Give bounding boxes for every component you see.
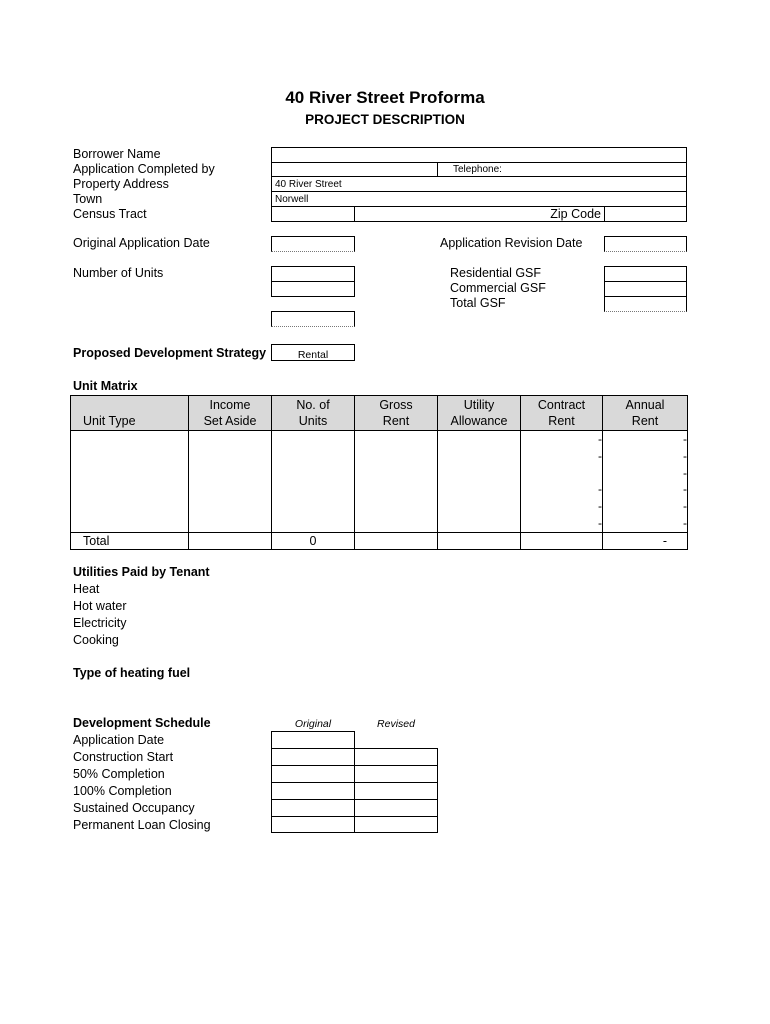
property-address-label: Property Address (73, 177, 169, 191)
utility-allowance-cells[interactable] (438, 431, 521, 533)
annual-rent-value: - (683, 515, 687, 530)
page-title: 40 River Street Proforma (285, 88, 485, 107)
schedule-item: Construction Start (73, 750, 174, 764)
borrower-name-label: Borrower Name (73, 147, 161, 161)
total-income-set-aside (189, 532, 272, 549)
no-of-units-cells[interactable] (272, 431, 355, 533)
schedule-revised-field[interactable] (354, 799, 438, 817)
col-gross-rent: Gross Rent (355, 396, 438, 431)
schedule-revised-field[interactable] (354, 816, 438, 833)
utility-item: Heat (73, 582, 100, 596)
census-tract-field[interactable] (271, 206, 355, 222)
zip-code-label-cell (354, 206, 605, 222)
schedule-original-field[interactable] (271, 748, 355, 766)
contract-rent-value (521, 465, 602, 482)
application-completed-by-label: Application Completed by (73, 162, 215, 176)
total-contract-rent (521, 532, 603, 549)
col-no-of-units: No. of Units (272, 396, 355, 431)
col-annual-rent: Annual Rent (603, 396, 688, 431)
original-application-date-label: Original Application Date (73, 236, 210, 250)
residential-gsf-field[interactable] (604, 266, 687, 282)
contract-rent-value: - (598, 432, 602, 446)
proposed-strategy-value: Rental (297, 349, 329, 361)
schedule-revised-field[interactable] (354, 765, 438, 783)
census-tract-label: Census Tract (73, 207, 147, 221)
original-application-date-field[interactable] (271, 236, 355, 252)
page-subtitle: PROJECT DESCRIPTION (305, 112, 465, 127)
borrower-name-field[interactable] (271, 147, 687, 163)
schedule-item: Sustained Occupancy (73, 801, 195, 815)
telephone-label: Telephone: (453, 164, 502, 175)
utilities-heading: Utilities Paid by Tenant (73, 565, 210, 579)
schedule-item: Application Date (73, 733, 165, 747)
residential-gsf-label: Residential GSF (450, 266, 542, 280)
utility-item: Electricity (73, 616, 127, 630)
schedule-item: Permanent Loan Closing (73, 818, 211, 832)
property-address-field[interactable] (271, 176, 687, 192)
contract-rent-cells (521, 431, 603, 533)
total-annual-rent: - (603, 532, 688, 549)
zip-code-label: Zip Code (550, 207, 601, 221)
annual-rent-cells (603, 431, 688, 533)
schedule-original-field[interactable] (271, 816, 355, 833)
number-of-units-label: Number of Units (73, 266, 164, 280)
utility-item: Cooking (73, 633, 119, 647)
annual-rent-value: - (683, 499, 687, 514)
total-gsf-label: Total GSF (450, 296, 506, 310)
schedule-original-header: Original (294, 718, 332, 730)
property-address-value: 40 River Street (275, 179, 342, 190)
application-completed-by-field[interactable] (271, 162, 438, 177)
proposed-strategy-field[interactable] (271, 344, 355, 361)
schedule-original-field[interactable] (271, 731, 355, 749)
telephone-field[interactable] (437, 162, 687, 177)
col-unit-type: Unit Type (71, 396, 189, 431)
unit-matrix-header-row (71, 396, 688, 431)
town-label: Town (73, 192, 103, 206)
income-set-aside-cells[interactable] (189, 431, 272, 533)
contract-rent-value: - (598, 515, 602, 530)
schedule-original-field[interactable] (271, 799, 355, 817)
unit-matrix-table (70, 395, 688, 550)
commercial-gsf-field[interactable] (604, 281, 687, 297)
annual-rent-value: - (683, 448, 687, 463)
schedule-revised-field[interactable] (354, 748, 438, 766)
contract-rent-value: - (598, 499, 602, 514)
gross-rent-cells[interactable] (355, 431, 438, 533)
heating-fuel-label: Type of heating fuel (73, 666, 191, 680)
application-revision-date-label: Application Revision Date (440, 236, 583, 250)
total-utility-allowance (438, 532, 521, 549)
annual-rent-value: - (683, 465, 687, 480)
zip-code-field[interactable] (604, 206, 687, 222)
contract-rent-value: - (598, 482, 602, 497)
number-of-units-field-3[interactable] (271, 311, 355, 327)
total-label: Total (71, 532, 189, 549)
unit-matrix-total-row (71, 532, 688, 549)
utility-item: Hot water (73, 599, 127, 613)
unit-type-cells[interactable] (71, 431, 189, 533)
schedule-heading: Development Schedule (73, 716, 211, 730)
proposed-strategy-label: Proposed Development Strategy (73, 346, 267, 360)
schedule-original-field[interactable] (271, 782, 355, 800)
schedule-revised-header: Revised (377, 718, 415, 730)
schedule-original-field[interactable] (271, 765, 355, 783)
total-gross-rent (355, 532, 438, 549)
unit-matrix-body-row (71, 431, 688, 533)
number-of-units-field[interactable] (271, 266, 355, 282)
unit-matrix-heading: Unit Matrix (73, 379, 138, 393)
application-revision-date-field[interactable] (604, 236, 687, 252)
schedule-item: 50% Completion (73, 767, 165, 781)
annual-rent-value: - (683, 432, 687, 446)
schedule-revised-field[interactable] (354, 782, 438, 800)
town-value: Norwell (275, 194, 309, 205)
commercial-gsf-label: Commercial GSF (450, 281, 546, 295)
col-utility-allowance: Utility Allowance (438, 396, 521, 431)
total-gsf-field[interactable] (604, 296, 687, 312)
annual-rent-value: - (683, 482, 687, 497)
col-contract-rent: Contract Rent (521, 396, 603, 431)
contract-rent-value: - (598, 448, 602, 463)
total-units: 0 (272, 532, 355, 549)
number-of-units-field-2[interactable] (271, 281, 355, 297)
schedule-item: 100% Completion (73, 784, 172, 798)
col-income-set-aside: Income Set Aside (189, 396, 272, 431)
town-field[interactable] (271, 191, 687, 207)
